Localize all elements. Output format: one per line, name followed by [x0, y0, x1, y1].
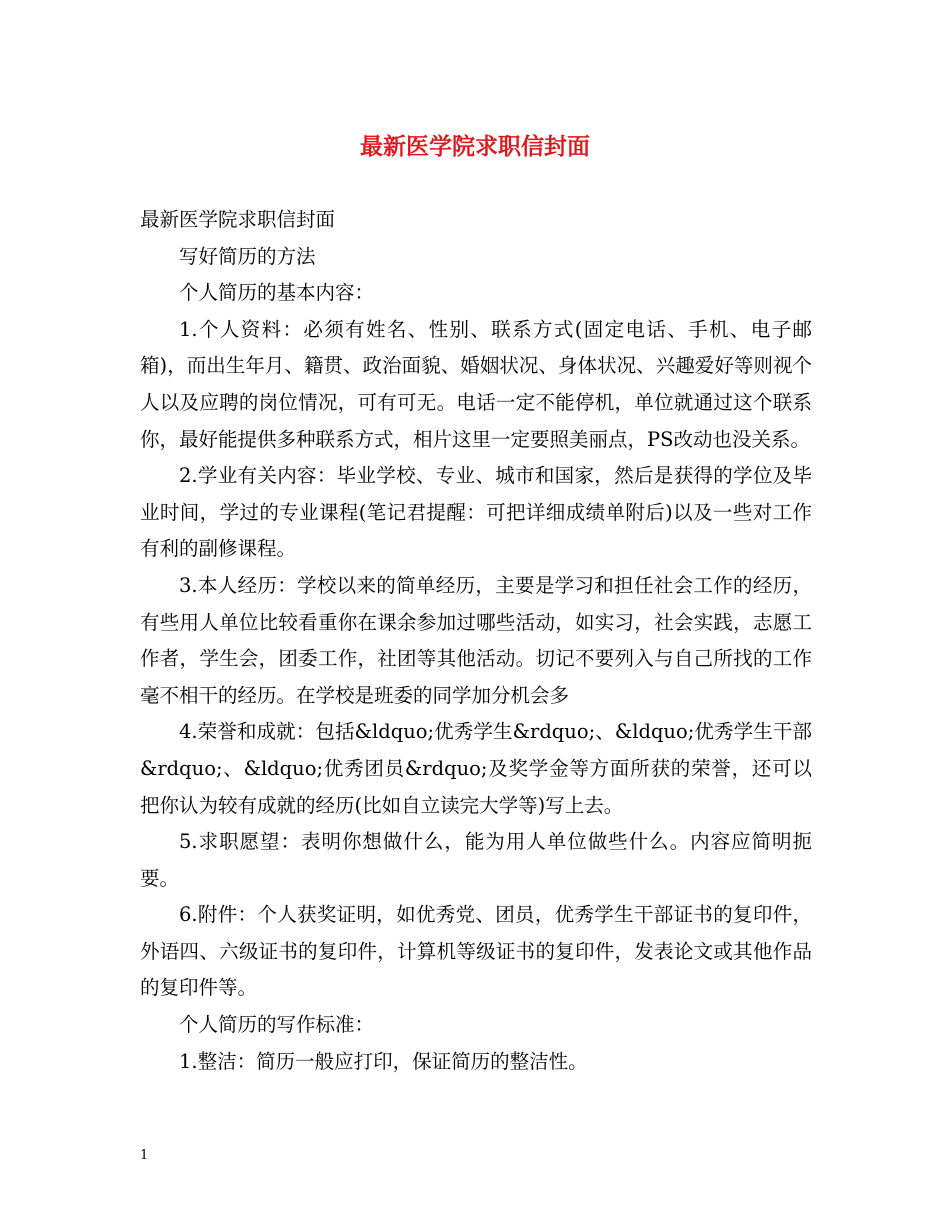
paragraph: 2.学业有关内容：毕业学校、专业、城市和国家，然后是获得的学位及毕业时间，学过的专业课程(笔记君提醒：可把详细成绩单附后)以及一些对工作有利的副修课程。	[140, 464, 812, 561]
paragraph: 1.整洁：简历一般应打印，保证简历的整洁性。	[179, 1049, 588, 1073]
document-body	[140, 202, 812, 1080]
paragraph: 4.荣誉和成就：包括&ldquo;优秀学生&rdquo;、&ldquo;优秀学生干部&rdquo;、&ldquo;优秀团员&rdquo;及奖学金等方面所获的荣誉，还可以把你认为较有成就的经历(比如自立读完大学等)写上去。	[140, 720, 812, 817]
document-title: 最新医学院求职信封面	[360, 133, 590, 160]
paragraph: 6.附件：个人获奖证明，如优秀党、团员，优秀学生干部证书的复印件，外语四、六级证书的复印件，计算机等级证书的复印件，发表论文或其他作品的复印件等。	[140, 903, 812, 1000]
paragraph: 1.个人资料：必须有姓名、性别、联系方式(固定电话、手机、电子邮箱)，而出生年月、籍贯、政治面貌、婚姻状况、身体状况、兴趣爱好等则视个人以及应聘的岗位情况，可有可无。电话一定不能停机，单位就通过这个联系你，最好能提供多种联系方式，相片这里一定要照美丽点，PS改动也没关系。	[140, 317, 812, 451]
paragraph: 5.求职愿望：表明你想做什么，能为用人单位做些什么。内容应简明扼要。	[140, 830, 812, 890]
paragraph: 最新医学院求职信封面	[140, 208, 336, 231]
page-number: 1	[140, 1148, 149, 1163]
paragraph: 写好简历的方法	[179, 244, 316, 268]
paragraph: 个人简历的基本内容：	[179, 281, 375, 305]
paragraph: 3.本人经历：学校以来的简单经历，主要是学习和担任社会工作的经历，有些用人单位比较看重你在课余参加过哪些活动，如实习，社会实践，志愿工作者，学生会，团委工作，社团等其他活动。切记不要列入与自己所找的工作毫不相干的经历。在学校是班委的同学加分机会多	[140, 573, 812, 707]
paragraph: 个人简历的写作标准：	[179, 1013, 375, 1037]
